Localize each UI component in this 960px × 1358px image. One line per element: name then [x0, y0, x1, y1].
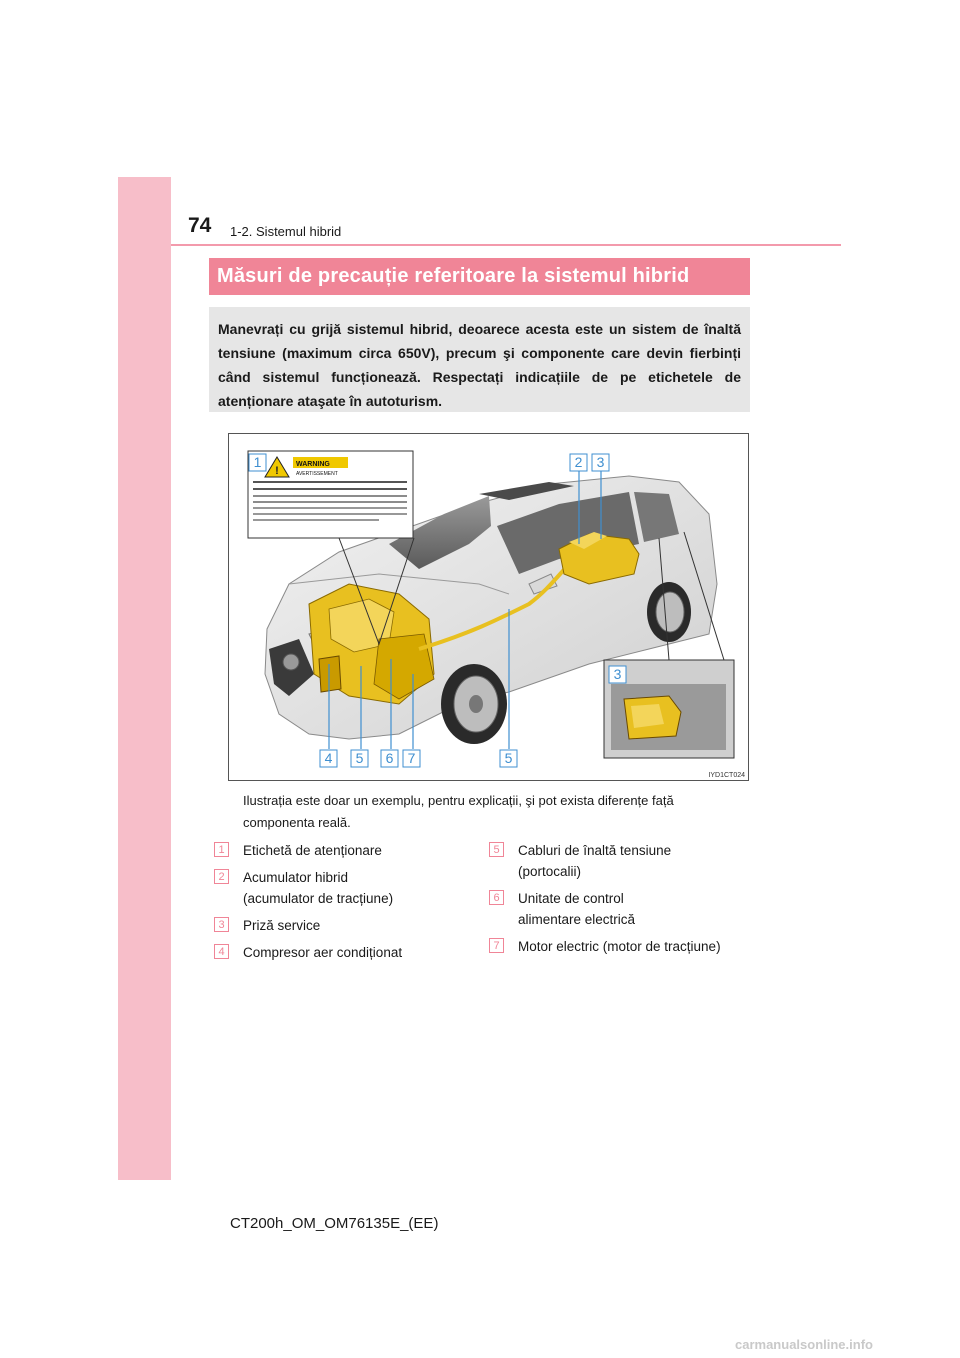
figure-caption: Ilustrația este doar un exemplu, pentru explicații, şi pot exista diferențe față componenta reală. — [243, 793, 674, 830]
header-divider — [171, 244, 841, 246]
legend-item — [214, 840, 464, 861]
svg-text:3: 3 — [596, 454, 605, 470]
callout-5-cable — [500, 750, 517, 767]
svg-text:5: 5 — [355, 750, 364, 766]
svg-text:!: ! — [275, 465, 279, 477]
svg-text:4: 4 — [324, 750, 333, 766]
legend-number: 3 — [214, 917, 229, 932]
legend-number: 2 — [214, 869, 229, 884]
legend-item — [489, 888, 759, 930]
legend-number: 7 — [489, 938, 504, 953]
legend-item — [489, 840, 759, 882]
page-title: Măsuri de precauție referitoare la sistemul hibrid — [209, 258, 750, 295]
legend-text: Etichetă de atenționare — [243, 843, 382, 858]
intro-text: Manevrați cu grijă sistemul hibrid, deoarece acesta este un sistem de înaltă tensiune (maximum circa 650V), precum şi componente care devin fierbinți când sistemul funcționează. Respectați indicațiile de pe etichetele de atenționare ataşate în autoturism. — [209, 307, 750, 412]
legend-text: Acumulator hibrid (acumulator de tracțiune) — [243, 870, 394, 906]
legend-text: Unitate de control alimentare electrică — [518, 891, 636, 927]
svg-text:6: 6 — [385, 750, 394, 766]
warning-label-subtitle: AVERTISSEMENT — [296, 471, 338, 477]
document-code: CT200h_OM_OM76135E_(EE) — [230, 1215, 439, 1232]
legend-item — [214, 867, 464, 909]
legend-column-right — [489, 840, 759, 963]
legend-number: 4 — [214, 944, 229, 959]
callout-7 — [403, 750, 420, 767]
legend-column-left — [214, 840, 464, 969]
legend-number: 6 — [489, 890, 504, 905]
page-number: 74 — [188, 214, 212, 237]
callout-4 — [320, 750, 337, 767]
legend-item — [214, 942, 464, 963]
image-code: IYD1CT024 — [708, 772, 745, 779]
svg-text:2: 2 — [574, 454, 583, 470]
warning-label-title: WARNING — [296, 461, 330, 468]
legend-number: 1 — [214, 842, 229, 857]
legend-text: Compresor aer condiționat — [243, 945, 403, 960]
callout-5 — [351, 750, 368, 767]
warning-label-inset — [248, 451, 413, 538]
legend-number: 5 — [489, 842, 504, 857]
hybrid-system-illustration — [228, 433, 749, 781]
svg-text:3: 3 — [613, 666, 622, 682]
legend-item — [214, 915, 464, 936]
callout-6 — [381, 750, 398, 767]
legend-text: Motor electric (motor de tracțiune) — [518, 939, 721, 954]
legend-text: Cabluri de înaltă tensiune (portocalii) — [518, 843, 672, 879]
svg-text:5: 5 — [504, 750, 513, 766]
callout-3-inset — [609, 666, 626, 683]
callout-1 — [249, 454, 266, 471]
callout-2 — [570, 454, 587, 471]
side-tab — [118, 177, 171, 1180]
watermark: carmanualsonline.info — [735, 1337, 873, 1352]
legend-text: Priză service — [243, 918, 321, 933]
callout-3 — [592, 454, 609, 471]
legend-item — [489, 936, 759, 957]
svg-text:7: 7 — [407, 750, 416, 766]
section-title: 1-2. Sistemul hibrid — [230, 224, 342, 239]
svg-text:1: 1 — [253, 454, 262, 470]
